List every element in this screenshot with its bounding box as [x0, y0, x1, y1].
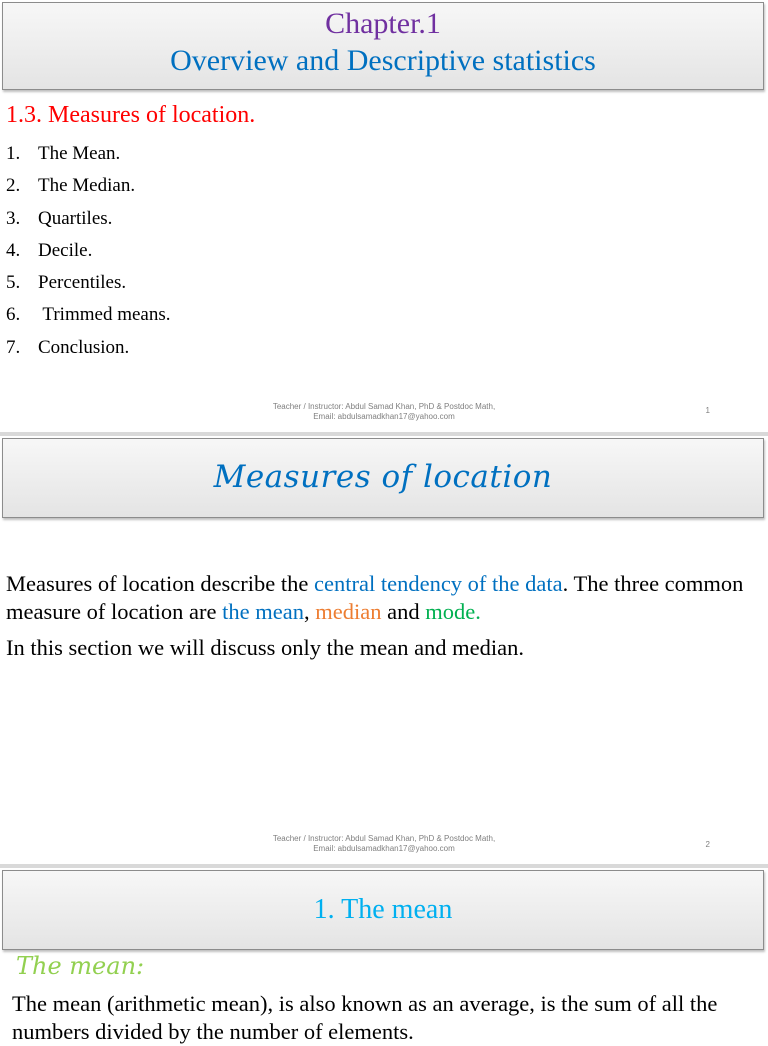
list-item: 7. Conclusion.: [6, 336, 130, 358]
slide-footer: Teacher / Instructor: Abdul Samad Khan, PhD & Postdoc Math, Email: abdulsamadkhan17@yahoo.com: [272, 402, 496, 421]
list-item: 6. Trimmed means.: [6, 304, 171, 326]
slide-3-title-box: [2, 870, 764, 950]
page-number: 2: [705, 840, 710, 849]
slide-2-title-box: [2, 438, 764, 518]
mean-subtitle: The mean:: [16, 952, 145, 980]
list-item: 1. The Mean.: [6, 143, 121, 164]
slide-title: Measures of location: [213, 459, 553, 495]
chapter-title: Chapter.1: [325, 7, 441, 40]
slide-2: [0, 436, 768, 864]
list-item: 4. Decile.: [6, 239, 93, 261]
mean-definition: The mean (arithmetic mean), is also known as an average, is the sum of all the numbers divided by the number of elements.: [12, 991, 718, 1044]
list-item: 2. The Median.: [6, 175, 136, 197]
slide-title: 1. The mean: [313, 894, 453, 925]
paragraph-section-note: In this section we will discuss only the mean and median.: [6, 635, 525, 660]
chapter-subtitle: Overview and Descriptive statistics: [170, 44, 596, 77]
slide-footer: Teacher / Instructor: Abdul Samad Khan, PhD & Postdoc Math, Email: abdulsamadkhan17@yahoo.com: [272, 834, 496, 853]
list-item: 5. Percentiles.: [6, 272, 127, 294]
slide-1: [0, 0, 768, 432]
list-item: 3. Quartiles.: [6, 207, 113, 229]
page-number: 1: [705, 406, 710, 415]
section-heading: 1.3. Measures of location.: [6, 102, 256, 128]
paragraph-measures: Measures of location describe the central tendency of the data. The three common measure of location are the mean, median and mode.: [6, 571, 744, 624]
topic-list: [6, 140, 170, 366]
slide-1-title-box: [2, 2, 764, 90]
slide-3: [0, 868, 768, 1044]
